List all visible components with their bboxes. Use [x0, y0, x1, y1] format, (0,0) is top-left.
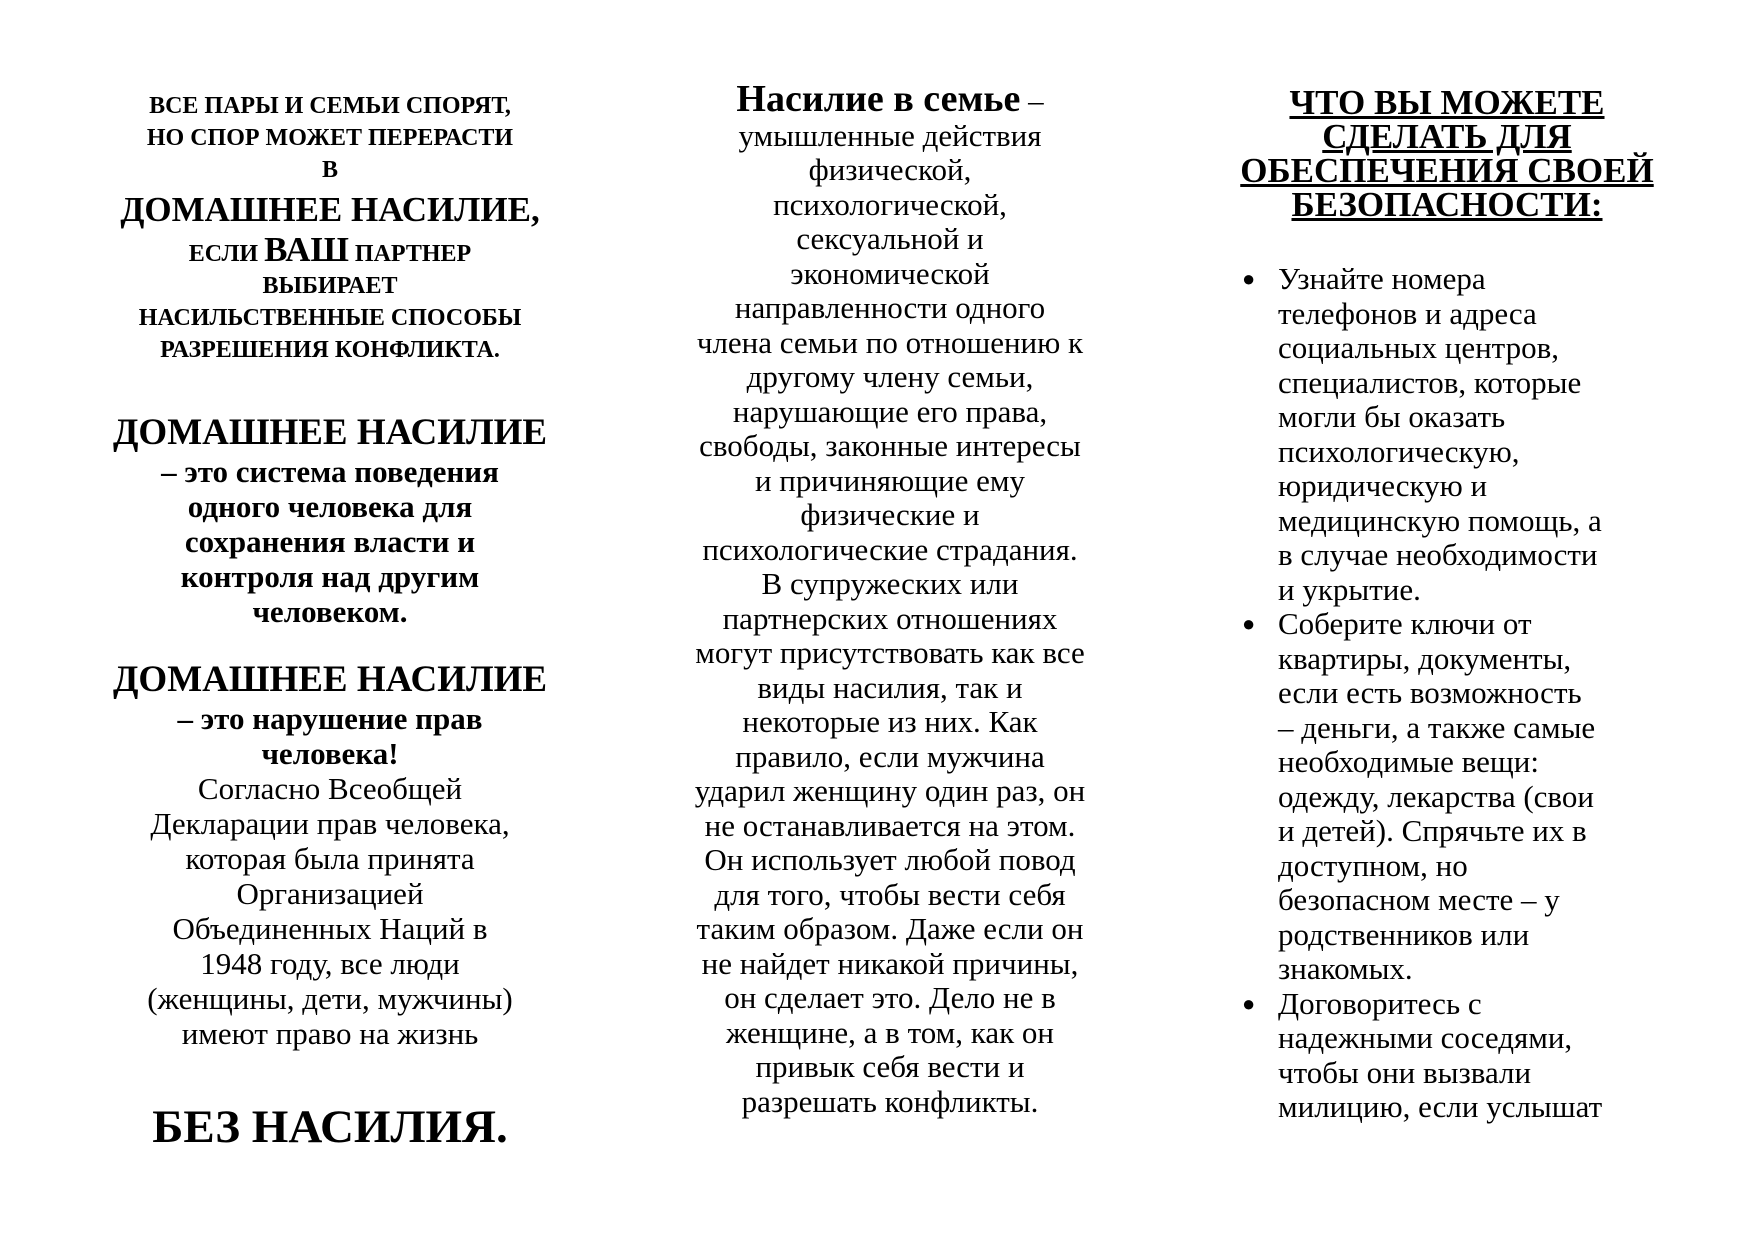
definition-line: направленности одного [734, 290, 1046, 325]
definition-line: ударил женщину один раз, он [694, 773, 1086, 808]
list-item-line: если есть возможность [1278, 675, 1582, 710]
safety-title-line: ЧТО ВЫ МОЖЕТЕ [1289, 83, 1605, 122]
intro-heading-text: ДОМАШНЕЕ НАСИЛИЕ [120, 190, 531, 229]
definition-1 [80, 412, 580, 629]
list-item-line: надежными соседями, [1278, 1020, 1573, 1055]
list-item-line: одежду, лекарства (свои [1278, 778, 1594, 814]
bullet-icon: ● [1242, 266, 1256, 291]
definition-line: другому члену семьи, [746, 359, 1034, 394]
intro-partner: ПАРТНЕР [348, 241, 472, 267]
list-item-line: безопасном месте – у [1278, 882, 1560, 917]
definition-line: женщине, а в том, как он [726, 1014, 1054, 1050]
definition-1-line: одного человека для [187, 489, 473, 524]
definition-line: В супружеских или [761, 566, 1019, 601]
definition-line: таким образом. Даже если он [696, 911, 1084, 946]
list-item-line: специалистов, которые [1278, 364, 1582, 400]
definition-line: для того, чтобы вести себя [714, 876, 1066, 912]
list-item-line: милицию, если услышат [1278, 1089, 1603, 1124]
definition-line: члена семьи по отношению к [696, 324, 1084, 360]
definition-2-bold-line: – это нарушение прав [177, 701, 483, 736]
list-item-line: необходимые вещи: [1278, 744, 1539, 779]
intro-block [80, 90, 580, 366]
definition-line: Он использует любой повод [704, 842, 1076, 877]
list-item-line: – деньги, а также самые [1278, 709, 1596, 745]
list-item [1208, 262, 1686, 607]
definition-line: не найдет никакой причины, [701, 945, 1079, 981]
definition-2-line: которая была принята [185, 841, 475, 876]
definition-2-line: Объединенных Наций в [172, 911, 488, 946]
list-item [1208, 607, 1686, 987]
definition-dash: – [1020, 83, 1044, 118]
definition-1-line: человеком. [252, 594, 408, 629]
definition-1-line: – это система поведения [161, 454, 499, 489]
safety-title-line: ОБЕСПЕЧЕНИЯ СВОЕЙ [1240, 151, 1654, 190]
definition-line: и причиняющие ему [754, 462, 1026, 498]
list-item-line: доступном, но [1278, 847, 1468, 883]
definition-line: не останавливается на этом. [704, 807, 1076, 843]
intro-line: ВСЕ ПАРЫ И СЕМЬИ СПОРЯТ, [149, 93, 511, 119]
definition-1-line: контроля над другим [180, 559, 480, 594]
definition-line: физической, [808, 152, 972, 187]
definition-line: некоторые из них. Как [742, 704, 1038, 739]
definition-line: свободы, законные интересы [699, 428, 1081, 463]
definition-2-line: Организацией [236, 876, 424, 911]
safety-title [1208, 83, 1686, 224]
list-item-line: могли бы оказать [1278, 399, 1506, 434]
definition-2-line: Декларации прав человека, [150, 806, 510, 841]
definition-2-line: Согласно Всеобщей [197, 771, 463, 806]
safety-tips-list [1208, 262, 1686, 1125]
list-item-line: Узнайте номера [1278, 261, 1486, 296]
list-item-line: квартиры, документы, [1278, 640, 1572, 676]
definition-2-line: имеют право на жизнь [181, 1016, 479, 1051]
definition-line: физические и [800, 497, 980, 532]
list-item-line: и детей). Спрячьте их в [1278, 813, 1587, 848]
definition-line: он сделает это. Дело не в [724, 980, 1056, 1015]
list-item-line: чтобы они вызвали [1278, 1054, 1532, 1090]
list-item [1208, 987, 1686, 1125]
definition-line: нарушающие его права, [732, 393, 1048, 429]
definition-line: правило, если мужчина [735, 738, 1045, 774]
intro-line: ВЫБИРАЕТ [262, 273, 398, 299]
list-item-line: Соберите ключи от [1278, 606, 1532, 641]
definition-line: умышленные действия [738, 117, 1042, 153]
list-item-line: телефонов и адреса [1278, 295, 1537, 331]
definition-line: партнерских отношениях [722, 600, 1058, 636]
definition-line: психологической, [773, 186, 1007, 222]
list-item-line: и укрытие. [1278, 571, 1421, 607]
definition-line: могут присутствовать как все [695, 635, 1085, 670]
definition-line: экономической [790, 255, 990, 291]
definition-text [638, 78, 1142, 1119]
intro-line: НАСИЛЬСТВЕННЫЕ СПОСОБЫ [138, 305, 522, 331]
definition-line: психологические страдания. [702, 531, 1078, 567]
definition-2-heading: ДОМАШНЕЕ НАСИЛИЕ [112, 659, 548, 700]
intro-your: ВАШ [264, 230, 349, 269]
definition-line: виды насилия, так и [757, 669, 1023, 705]
definition-term: Насилие в семье [736, 78, 1021, 120]
bullet-icon: ● [1242, 611, 1256, 636]
definition-2-bold-line: человека! [261, 736, 399, 771]
list-item-line: юридическую и [1278, 468, 1488, 503]
definition-term-line [638, 78, 1142, 120]
closing-slogan: БЕЗ НАСИЛИЯ. [152, 1101, 508, 1153]
definition-lines [638, 119, 1142, 1120]
list-item-line: в случае необходимости [1278, 537, 1598, 572]
definition-2 [80, 659, 580, 1051]
definition-line: привык себя вести и [755, 1049, 1025, 1084]
list-item-line: знакомых. [1278, 951, 1413, 986]
definition-1-heading: ДОМАШНЕЕ НАСИЛИЕ [112, 412, 548, 453]
list-item-line: психологическую, [1278, 433, 1520, 469]
intro-if: ЕСЛИ [188, 241, 265, 267]
intro-heading-comma: , [530, 190, 540, 229]
bullet-icon: ● [1242, 990, 1256, 1016]
intro-line: В [321, 157, 338, 183]
safety-title-line: БЕЗОПАСНОСТИ: [1291, 185, 1603, 224]
intro-line [80, 230, 580, 270]
intro-line: НО СПОР МОЖЕТ ПЕРЕРАСТИ [146, 125, 514, 151]
list-item-line: социальных центров, [1278, 330, 1559, 365]
definition-1-line: сохранения власти и [184, 524, 476, 559]
definition-line: сексуальной и [796, 221, 984, 256]
list-item-line: Договоритесь с [1278, 985, 1482, 1021]
safety-title-line: СДЕЛАТЬ ДЛЯ [1322, 117, 1572, 156]
list-item-line: родственников или [1278, 916, 1530, 952]
intro-heading [80, 186, 580, 234]
intro-line: РАЗРЕШЕНИЯ КОНФЛИКТА. [160, 337, 500, 363]
definition-2-line: 1948 году, все люди [200, 946, 460, 981]
definition-line: разрешать конфликты. [741, 1083, 1039, 1119]
definition-2-line: (женщины, дети, мужчины) [147, 981, 513, 1016]
list-item-line: медицинскую помощь, а [1278, 502, 1602, 538]
